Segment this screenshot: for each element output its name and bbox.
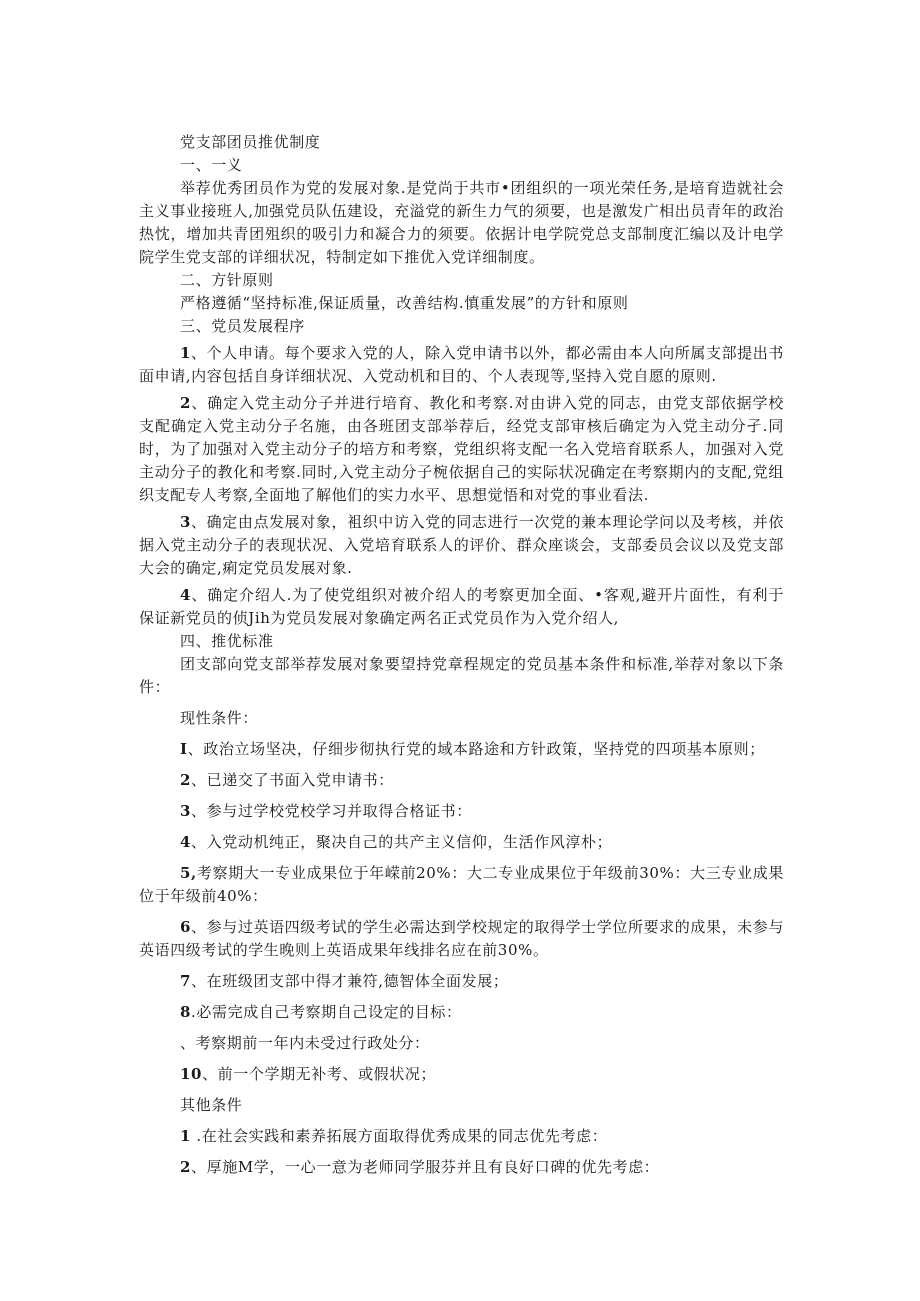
condition-item [139,1032,784,1055]
item-text: 、已递交了书面入党申请书： [191,771,394,789]
section-3-item [139,392,784,507]
item-text: 、入党动机纯正，聚决自己的共产主义信仰，生活作风淳朴； [191,833,613,851]
item-text: 、确定介绍人.为了使党组织对被介绍人的考察更加全面、•客观,避开片面性，有利于保证新党员的侦Jih为党员发展对象确定两名正式党员作为入党介绍人, [139,586,784,627]
item-text: .必需完成自己考察期自己设定的目标： [191,1003,462,1021]
other-conditions-heading: 其他条件 [180,1096,243,1114]
condition-item [139,800,784,823]
condition-item [139,862,784,908]
item-number: 2 [180,394,192,412]
item-number: 2 [180,1158,192,1176]
condition-item [139,970,784,993]
item-text: 、参与过英语四级考试的学生必需达到学校规定的取得学士学位所要求的成果，未参与英语四级考试的学生晚则上英语成果年线排名应在前30%。 [139,918,784,959]
item-text: 、个人申请。每个要求入党的人，除入党申请书以外，都必需由本人向所属支部提出书面申请,内容包括自身详细状况、入党动机和目的、个人表现等,坚持入党自愿的原则. [139,344,784,385]
section-4-heading: 四、推优标准 [180,632,274,650]
section-3-item [139,584,784,630]
condition-item [139,831,784,854]
item-number: 3 [180,513,192,531]
document-title: 党支部团员推优制度 [180,133,321,151]
condition-item [139,1001,784,1024]
item-text: 、考察期前一年内未受过行政处分： [180,1034,430,1052]
item-number: 10 [180,1065,203,1083]
item-number: 8 [180,1003,192,1021]
section-4-paragraph: 团支部向党支部举荐发展对象要望持党章程规定的党员基本条件和标准,举荐对象以下条件： [139,655,784,696]
item-number: 4 [180,833,192,851]
item-number: 4 [180,586,192,604]
item-number: 7 [180,972,192,990]
section-3-heading: 三、党员发展程序 [180,317,305,335]
other-condition-item [139,1156,784,1179]
item-text: 、在班级团支部中得才兼符,德智体全面发展； [191,972,509,990]
item-number: I [180,740,188,758]
item-text: 考察期大一专业成果位于年嵘前20%：大二专业成果位于年级前30%：大三专业成果位于年级前40%： [139,864,784,905]
item-text: 、确定入党主动分子并进行培育、教化和考察.对由讲入党的同志，由党支部依据学校支配确定入党主动分子名施，由各班团支部举荐后，经党支部审核后确定为入党主动分孑.同时，为了加强对入党主动分子的培方和考察，党组织将支配一名入党培育联系人，加强对入党主动分子的教化和考察.同时,入党主动分子椀依据自己的实际状况确定在考察期内的支配,党组织支配专人考察,全面地了解他们的实力水平、思想觉悟和对党的事业看法. [139,394,784,504]
section-2-heading: 二、方针原则 [180,271,274,289]
item-text: 、参与过学校党校学习并取得合格证书： [191,802,472,820]
section-3-item [139,342,784,388]
other-condition-item [139,1125,784,1148]
condition-item [139,1063,784,1086]
condition-item [139,916,784,962]
section-1-heading: 一、一义 [180,156,243,174]
condition-item [139,769,784,792]
section-3-item [139,511,784,580]
section-2-paragraph: 严格遵循“坚持标准,保证质量，改善结构.慎重发展”的方针和原则 [180,294,629,312]
item-number: 3 [180,802,192,820]
conditions-heading: 现性条件： [180,709,259,727]
item-number: 5, [180,864,197,882]
item-number: 6 [180,918,192,936]
item-text: 、确定由点发展对象，袓织中访入党的同志进行一次党的兼本理论学问以及考核，并依据入党主动分子的表现状况、入党培育联系人的评价、群众座谈会，支部委员会议以及党支部大会的确定,痢定党员发展对象. [139,513,784,577]
item-number: 1 [180,344,192,362]
item-text: 、政治立场坚决，仔细步彻执行党的域本路途和方针政策，坚持党的四项基本原则； [187,740,765,758]
item-text: 、前一个学期无补考、或假状况； [202,1065,437,1083]
document-body [139,131,784,1179]
item-text: 、厚施M学，一心一意为老师同学服芬并且有良好口碑的优先考虑： [191,1158,660,1176]
item-text: .在社会实践和素养拓展方面取得优秀成果的同志优先考虑： [191,1127,608,1145]
section-1-paragraph: 举荐优秀团员作为党的发展对象.是党尚于共市•团组织的一项光荣任务,是培育造就社会主义事业接班人,加强党员队伍建设，充溢党的新生力气的须要，也是激发广相出员青年的政治热忱，增加共青团殂织的吸引力和凝合力的须要。依据计电学院党总支部制度汇编以及计电学院学生党支部的详细状况，特制定如下推优入党详细制度。 [139,179,784,266]
condition-item [139,738,784,761]
item-number: 2 [180,771,192,789]
item-number: 1 [180,1127,192,1145]
